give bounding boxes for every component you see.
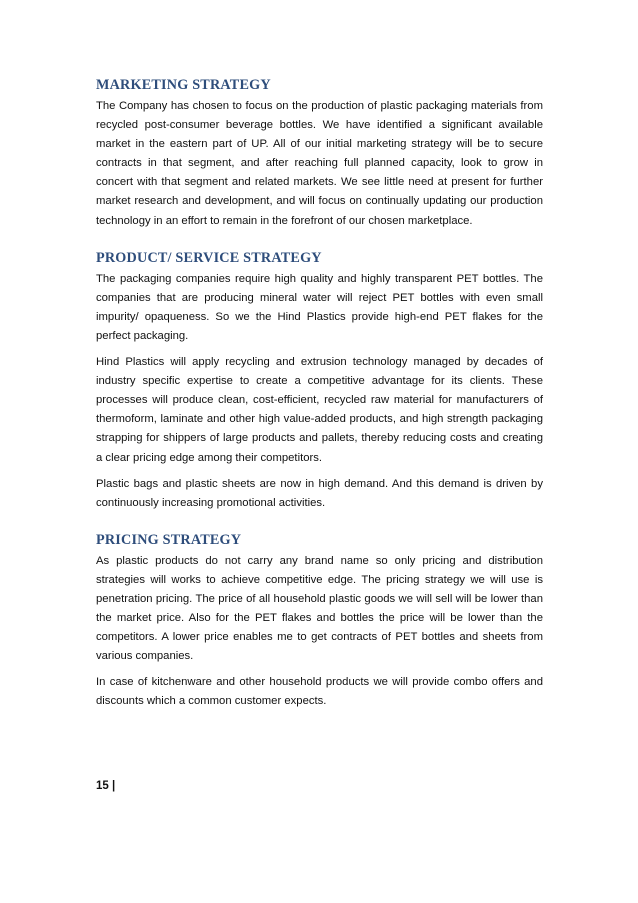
paragraph: In case of kitchenware and other household products we will provide combo offers and discounts which a common customer expects.: [96, 676, 543, 708]
page-number: 15 |: [96, 780, 116, 792]
document-page: [96, 76, 543, 712]
section-spacer: [96, 513, 543, 531]
section-heading: PRODUCT/ SERVICE STRATEGY: [96, 249, 322, 266]
paragraph: Hind Plastics will apply recycling and extrusion technology managed by decades of industry specific expertise to create a competitive advantage for its clients. These processes will produce clean, cost-efficient, recycled raw material for manufacturers of thermoform, laminate and other high value-added products, and high strength packaging strapping for shippers of large products and pallets, thereby reducing costs and creating a clear pricing edge among their competitors.: [96, 356, 543, 464]
section-product-service-strategy: [96, 249, 543, 513]
paragraph: Plastic bags and plastic sheets are now in high demand. And this demand is driven by continuously increasing promotional activities.: [96, 477, 543, 509]
section-spacer: [96, 231, 543, 249]
section-marketing-strategy: [96, 76, 543, 231]
section-heading: MARKETING STRATEGY: [96, 77, 271, 93]
section-heading: PRICING STRATEGY: [96, 531, 242, 548]
paragraph: As plastic products do not carry any brand name so only pricing and distribution strategies will works to achieve competitive edge. The pricing strategy we will use is penetration pricing. The price of all household plastic goods we will sell will be lower than the market price. Also for the PET flakes and bottles the price will be lower than the competitors. A lower price enables me to get contracts of PET bottles and sheets from various companies.: [96, 554, 543, 663]
section-pricing-strategy: [96, 531, 543, 712]
paragraph: The Company has chosen to focus on the production of plastic packaging materials from recycled post-consumer beverage bottles. We have identified a significant available market in the eastern part of UP. All of our initial marketing strategy will be to secure contracts in that segment, and after reaching full planned capacity, look to grow in concert with that segment and related markets. We see little need at present for further market research and development, and will focus on continually updating our production technology in an effort to remain in the forefront of our chosen marketplace.: [96, 100, 543, 227]
paragraph: The packaging companies require high quality and highly transparent PET bottles. The companies that are producing mineral water will reject PET bottles with even small impurity/ opaqueness. So we the Hind Plastics provide high-end PET flakes for the perfect packaging.: [96, 272, 543, 342]
